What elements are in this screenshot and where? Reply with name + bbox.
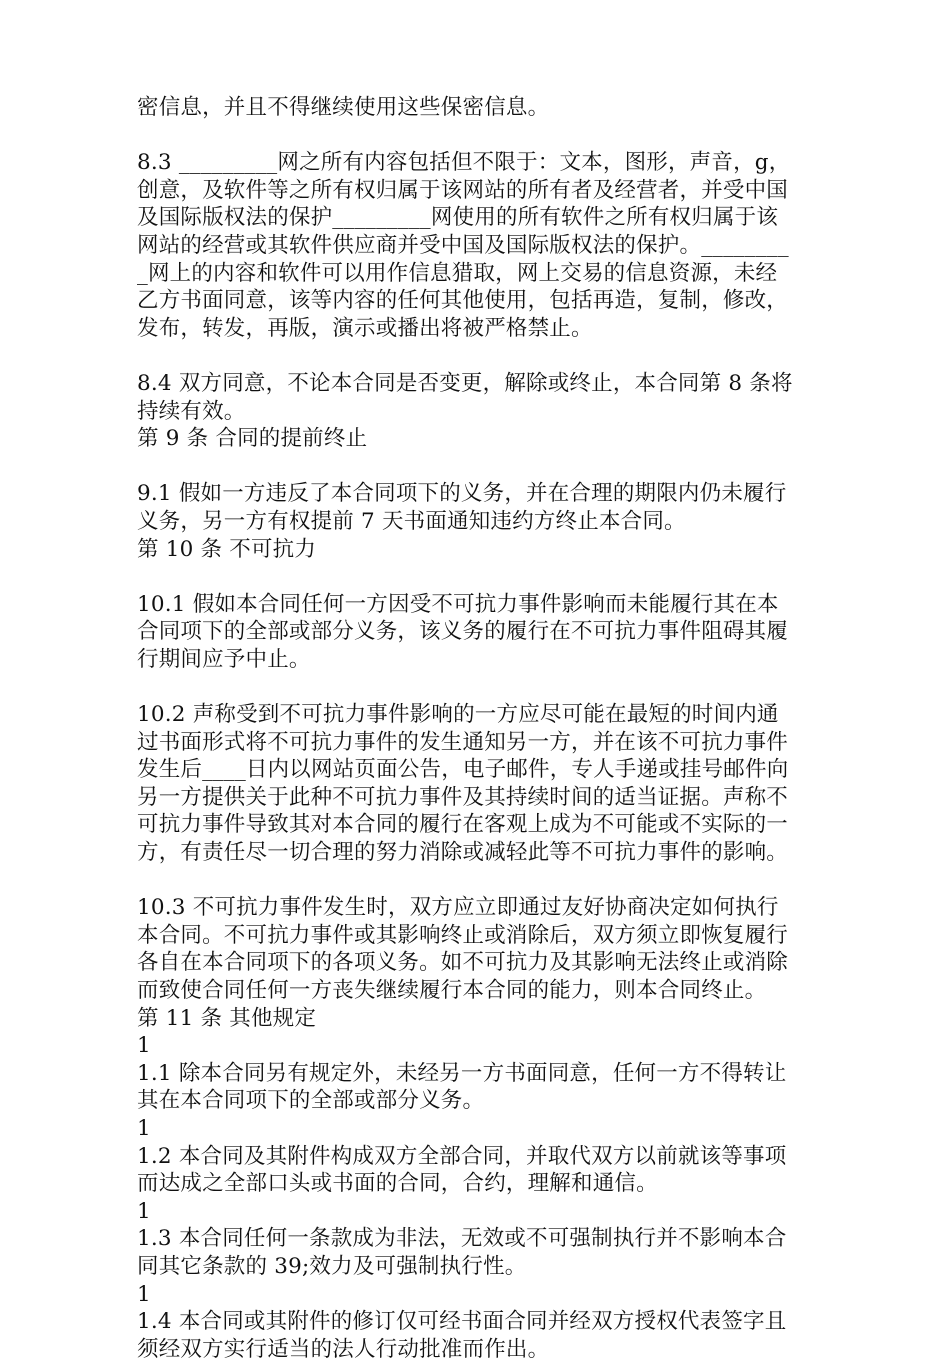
text-line: 本合同。不可抗力事件或其影响终止或消除后，双方须立即恢复履行 [137,922,789,948]
paragraph-gap [137,342,817,370]
text-line: _网上的内容和软件可以用作信息猎取，网上交易的信息资源，未经 [137,260,778,286]
text-line: 另一方提供关于此种不可抗力事件及其持续时间的适当证据。声称不 [137,784,789,810]
text-line: 9.1 假如一方违反了本合同项下的义务，并在合理的期限内仍未履行 [137,481,787,507]
section-heading: 第 11 条 其他规定 [137,1005,317,1031]
text-line: 各自在本合同项下的各项义务。如不可抗力及其影响无法终止或消除 [137,950,789,976]
text-line: 1 [137,1281,151,1307]
text-line: 发布，转发，再版，演示或播出将被严格禁止。 [137,315,593,341]
text-line: 网站的经营或其软件供应商并受中国及国际版权法的保护。________ [137,232,789,258]
text-line: 方，有责任尽一切合理的努力消除或减轻此等不可抗力事件的影响。 [137,840,789,866]
text-line: 及国际版权法的保护_________网使用的所有软件之所有权归属于该 [137,205,779,231]
text-line: 8.3 _________网之所有内容包括但不限于：文本，图形，声音，g， [137,150,791,176]
text-line: 1 [137,1033,151,1059]
text-line: 而致使合同任何一方丧失继续履行本合同的能力，则本合同终止。 [137,978,767,1003]
text-line: 合同项下的全部或部分义务，该义务的履行在不可抗力事件阻碍其履 [137,619,789,645]
paragraph-gap [137,563,817,591]
paragraph-gap [137,122,817,150]
text-line: 1.2 本合同及其附件构成双方全部合同，并取代双方以前就该等事项 [137,1143,787,1169]
text-line: 同其它条款的 39;效力及可强制执行性。 [137,1253,527,1279]
text-line: 其在本合同项下的全部或部分义务。 [137,1088,485,1114]
text-line: 10.1 假如本合同任何一方因受不可抗力事件影响而未能履行其在本 [137,591,779,617]
text-line: 1 [137,1115,151,1141]
text-line: 1.3 本合同任何一条款成为非法，无效或不可强制执行并不影响本合 [137,1226,787,1252]
text-line: 行期间应予中止。 [137,646,311,672]
paragraph-gap [137,673,817,701]
text-line: 8.4 双方同意，不论本合同是否变更，解除或终止，本合同第 8 条将 [137,370,793,396]
text-line: 密信息，并且不得继续使用这些保密信息。 [137,95,550,120]
text-line: 创意，及软件等之所有权归属于该网站的所有者及经营者，并受中国 [137,177,789,203]
text-line: 而达成之全部口头或书面的合同，合约，理解和通信。 [137,1171,658,1197]
text-line: 1.1 除本合同另有规定外，未经另一方书面同意，任何一方不得转让 [137,1060,787,1086]
text-line: 1 [137,1198,151,1224]
text-line: 10.2 声称受到不可抗力事件影响的一方应尽可能在最短的时间内通 [137,702,779,728]
text-line: 义务，另一方有权提前 7 天书面通知违约方终止本合同。 [137,508,686,534]
paragraph-gap [137,453,817,481]
document-body [137,94,817,1363]
text-line: 持续有效。 [137,398,246,424]
text-line: 发生后____日内以网站页面公告，电子邮件，专人手递或挂号邮件向 [137,757,789,783]
text-line: 10.3 不可抗力事件发生时，双方应立即通过友好协商决定如何执行 [137,895,779,921]
text-line: 过书面形式将不可抗力事件的发生通知另一方，并在该不可抗力事件 [137,729,789,755]
text-line: 可抗力事件导致其对本合同的履行在客观上成为不可能或不实际的一 [137,812,789,838]
section-heading: 第 9 条 合同的提前终止 [137,426,368,452]
text-line: 乙方书面同意，该等内容的任何其他使用，包括再造，复制，修改， [137,288,789,314]
section-heading: 第 10 条 不可抗力 [137,536,317,562]
text-line: 1.4 本合同或其附件的修订仅可经书面合同并经双方授权代表签字且 [137,1309,787,1335]
text-line: 须经双方实行适当的法人行动批准而作出。 [137,1336,550,1362]
paragraph-gap [137,867,817,895]
